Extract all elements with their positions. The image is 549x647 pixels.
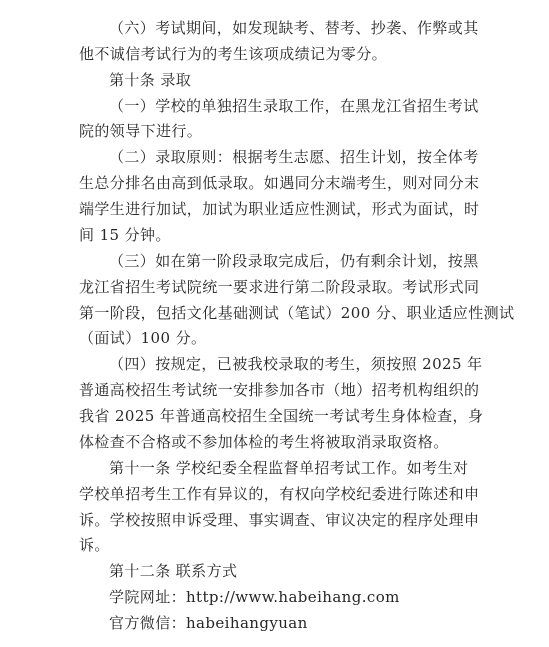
paragraph-line: 第一阶段，包括文化基础测试（笔试）200 分、职业适应性测试 [79,304,515,322]
paragraph-line: 学校单招考生工作有异议的，有权向学校纪委进行陈述和申 [79,485,480,503]
paragraph-line: （面试）100 分。 [79,329,207,347]
paragraph-line: 第十一条 学校纪委全程监督单招考试工作。如考生对 [109,459,469,477]
paragraph-line: （三）如在第一阶段录取完成后，仍有剩余计划，按黑 [109,252,479,270]
paragraph-line: 间 15 分钟。 [79,226,171,244]
contact-wechat: 官方微信：habeihangyuan [109,614,308,632]
contact-website: 学院网址：http://www.habeihang.com [109,588,400,606]
paragraph-line: 我省 2025 年普通高校招生全国统一考试考生身体检查，身 [79,407,484,425]
paragraph-line: 龙江省招生考试院统一要求进行第二阶段录取。考试形式同 [79,278,480,296]
paragraph-line: 体检查不合格或不参加体检的考生将被取消录取资格。 [79,433,449,451]
paragraph-line: 他不诚信考试行为的考生该项成绩记为零分。 [79,45,388,63]
paragraph-line: （一）学校的单独招生录取工作，在黑龙江省招生考试 [109,97,479,115]
paragraph-line: 院的领导下进行。 [79,122,203,140]
paragraph-line: （二）录取原则：根据考生志愿、招生计划，按全体考 [109,148,479,166]
paragraph-line: 生总分排名由高到低录取。如遇同分末端考生，则对同分末 [79,174,480,192]
paragraph-line: 端学生进行加试，加试为职业适应性测试，形式为面试，时 [79,200,480,218]
paragraph-line: （四）按规定，已被我校录取的考生，须按照 2025 年 [109,355,483,373]
section-heading: 第十二条 联系方式 [109,562,238,580]
section-heading: 第十条 录取 [109,71,192,89]
paragraph-line: 普通高校招生考试统一安排参加各市（地）招考机构组织的 [79,381,480,399]
paragraph-line: 诉。 [79,536,110,554]
paragraph-line: （六）考试期间，如发现缺考、替考、抄袭、作弊或其 [109,19,479,37]
paragraph-line: 诉。学校按照申诉受理、事实调查、审议决定的程序处理申 [79,511,480,529]
